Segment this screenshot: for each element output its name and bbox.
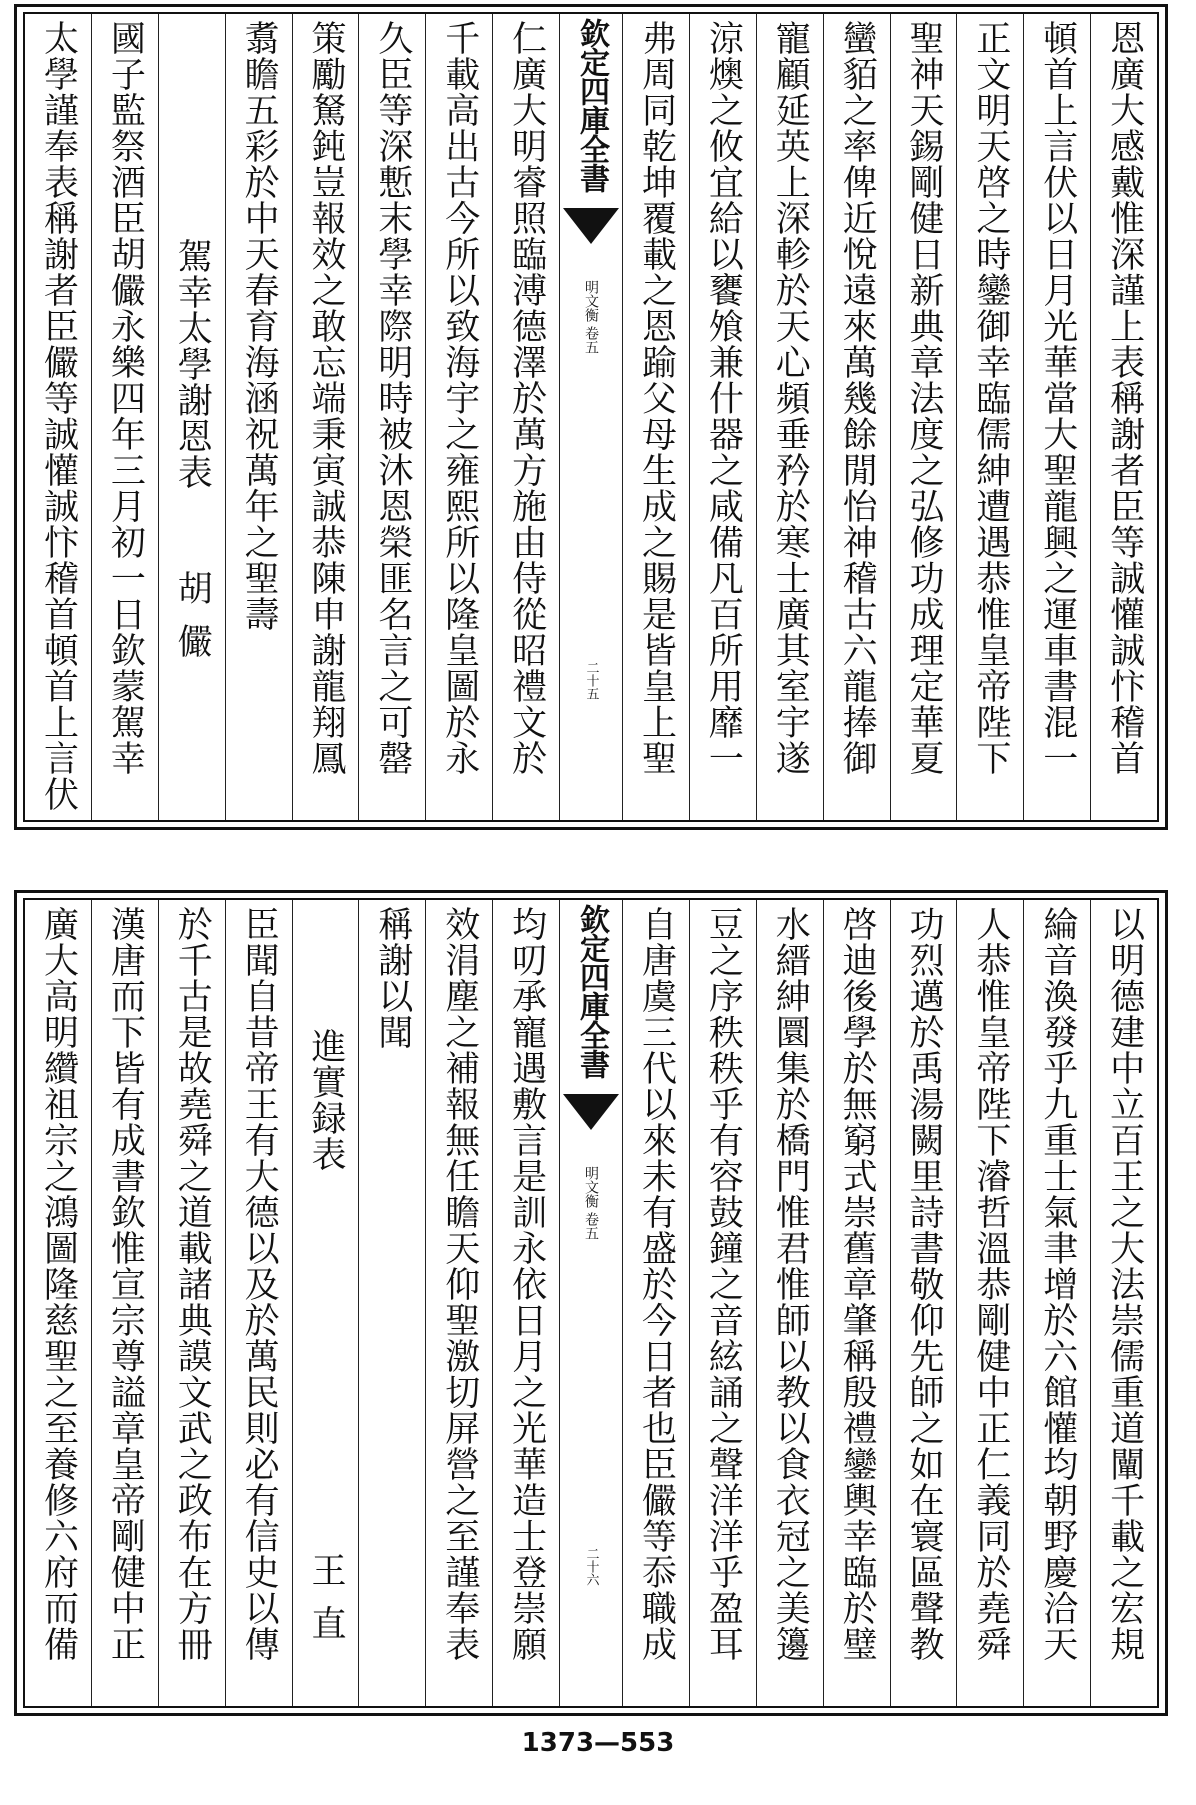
essay-heading: [292, 900, 359, 1706]
text-column: 聖神天錫剛健日新典章法度之弘修功成理定華夏: [890, 14, 957, 820]
text-column: 臣聞自昔帝王有大德以及於萬民則必有信史以傳: [225, 900, 292, 1706]
text-column: 廣大高明纘祖宗之鴻圖隆慈聖之至養修六府而備: [38, 906, 79, 1662]
text-column: 以明德建中立百王之大法崇儒重道闡千載之宏規: [1090, 900, 1157, 1706]
text-column: 國子監祭酒臣胡儼永樂四年三月初一日欽蒙駕幸: [91, 14, 158, 820]
text-column: 啓迪後學於無窮式崇舊章肇稱殷禮鑾輿幸臨於璧: [823, 900, 890, 1706]
essay-title: 駕幸太學謝恩表: [172, 238, 213, 490]
author-name: 王直: [305, 1552, 346, 1658]
text-column: 弗周同乾坤覆載之恩踰父母生成之賜是皆皇上聖: [622, 14, 689, 820]
text-column: 效涓塵之補報無任瞻天仰聖激切屏營之至謹奉表: [425, 900, 492, 1706]
text-column: 策勵駑鈍豈報效之敢忘端秉寅誠恭陳申謝龍翔鳳: [292, 14, 359, 820]
text-column: 自唐虞三代以來未有盛於今日者也臣儼等忝職成: [622, 900, 689, 1706]
text-column: 於千古是故堯舜之道載諸典謨文武之政布在方冊: [158, 900, 225, 1706]
text-column: 久臣等深慙末學幸際明時被沐恩榮匪名言之可罄: [358, 14, 425, 820]
fish-tail-mark: [563, 208, 619, 244]
text-column: 仁廣大明睿照臨溥德澤於萬方施由侍從昭禮文於: [492, 14, 559, 820]
page-number: 二十六: [583, 1547, 599, 1586]
text-column: 水縉紳圜集於橋門惟君惟師以教以食衣冠之美籩: [756, 900, 823, 1706]
text-column: 千載高出古今所以致海宇之雍熙所以隆皇圖於永: [425, 14, 492, 820]
center-fold-label: [559, 900, 622, 1706]
page-number: 二十五: [583, 661, 599, 700]
bottom-page: [14, 890, 1168, 1716]
text-column: 恩廣大感戴惟深謹上表稱謝者臣等誠懽誠忭稽首: [1090, 14, 1157, 820]
essay-title: 進實録表: [305, 1028, 346, 1172]
text-column: 豆之序秩秩乎有容鼓鐘之音絃誦之聲洋洋乎盈耳: [689, 900, 756, 1706]
text-column: 稱謝以聞: [358, 900, 425, 1706]
book-title: 明文衡: [583, 280, 599, 322]
text-column: 功烈邁於禹湯闕里詩書敬仰先師之如在寰區聲教: [890, 900, 957, 1706]
text-column: 寵顧延英上深軫於天心頻垂矜於寒士廣其室宇遂: [756, 14, 823, 820]
text-column: 均叨承寵遇敷言是訓永依日月之光華造士登崇願: [492, 900, 559, 1706]
text-column: 太學謹奉表稱謝者臣儼等誠懽誠忭稽首頓首上言伏: [38, 20, 79, 812]
author-name: 胡儼: [172, 570, 213, 676]
top-page: [14, 4, 1168, 830]
volume-label: 卷五: [583, 1212, 599, 1240]
volume-label: 卷五: [583, 326, 599, 354]
fish-tail-mark: [563, 1094, 619, 1130]
library-title: 欽定四庫全書: [574, 904, 609, 1078]
book-title: 明文衡: [583, 1166, 599, 1208]
library-title: 欽定四庫全書: [574, 18, 609, 192]
text-column: 正文明天啓之時鑾御幸臨儒紳遭遇恭惟皇帝陛下: [956, 14, 1023, 820]
text-column: 涼燠之攸宜給以饔飧兼什器之咸備凡百所用靡一: [689, 14, 756, 820]
center-fold-label: [559, 14, 622, 820]
text-column: 翥瞻五彩於中天春育海涵祝萬年之聖壽: [225, 14, 292, 820]
footer-code: 1373—553: [521, 1728, 675, 1758]
essay-heading: [158, 14, 225, 820]
text-column: 綸音渙發乎九重士氣聿增於六館懽均朝野慶洽天: [1023, 900, 1090, 1706]
text-column: 頓首上言伏以日月光華當大聖龍興之運車書混一: [1023, 14, 1090, 820]
text-column: 漢唐而下皆有成書欽惟宣宗尊謚章皇帝剛健中正: [91, 900, 158, 1706]
text-column: 蠻貊之率俾近悅遠來萬幾餘閒怡神稽古六龍捧御: [823, 14, 890, 820]
text-column: 人恭惟皇帝陛下濬哲溫恭剛健中正仁義同於堯舜: [956, 900, 1023, 1706]
